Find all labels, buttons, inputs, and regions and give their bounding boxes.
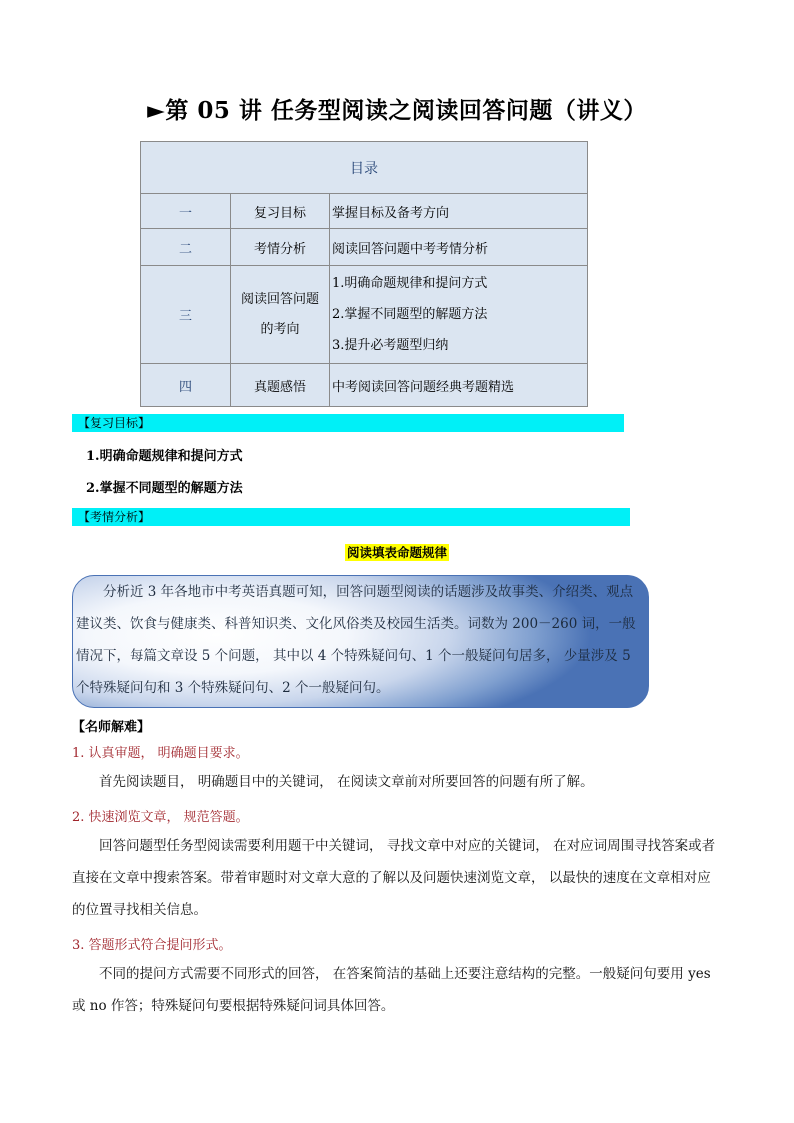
highlight-title: 阅读填表命题规律 [346, 545, 447, 560]
toc-desc-item: 3.提升必考题型归纳 [332, 338, 449, 353]
point-heading: 1. 认真审题， 明确题目要求。 [72, 746, 249, 761]
toc-name: 阅读回答问题的考向 [231, 266, 330, 364]
review-goals-bar: 【复习目标】 [72, 414, 624, 432]
toc-num: 四 [141, 364, 231, 407]
point-body: 不同的提问方式需要不同形式的回答， 在答案简洁的基础上还要注意结构的完整。一般疑问句要用 yes 或 no 作答；特殊疑问句要根据特殊疑问词具体回答。 [72, 966, 711, 1014]
toc-desc: 掌握目标及备考方向 [330, 194, 588, 229]
page-title: ►第 05 讲 任务型阅读之阅读回答问题（讲义） [147, 97, 647, 124]
toc-header: 目录 [141, 142, 588, 194]
toc-table [140, 141, 588, 407]
review-goal-item: 2.掌握不同题型的解题方法 [86, 481, 243, 496]
toc-desc: 中考阅读回答问题经典考题精选 [330, 364, 588, 407]
toc-name: 考情分析 [231, 229, 330, 266]
toc-num: 二 [141, 229, 231, 266]
toc-desc: 阅读回答问题中考考情分析 [330, 229, 588, 266]
teacher-heading: 【名师解难】 [72, 720, 151, 735]
toc-desc-item: 1.明确命题规律和提问方式 [332, 276, 488, 291]
toc-desc-item: 2.掌握不同题型的解题方法 [332, 307, 488, 322]
review-goal-item: 1.明确命题规律和提问方式 [86, 449, 243, 464]
toc-num: 三 [141, 266, 231, 364]
exam-analysis-bar: 【考情分析】 [72, 508, 630, 526]
toc-name: 复习目标 [231, 194, 330, 229]
toc-desc-list [330, 266, 588, 364]
point-heading: 2. 快速浏览文章， 规范答题。 [72, 810, 249, 825]
highlight-heading [0, 542, 794, 561]
point-body: 首先阅读题目， 明确题目中的关键词， 在阅读文章前对所要回答的问题有所了解。 [99, 774, 594, 790]
analysis-text: 分析近 3 年各地市中考英语真题可知，回答问题型阅读的话题涉及故事类、介绍类、观点建议类、饮食与健康类、科普知识类、文化风俗类及校园生活类。词数为 200－260 词，一般情况下，每篇文章设 5 个问题， 其中以 4 个特殊疑问句、1 个一般疑问句居多， 少量涉及 5 个特殊疑问句和 3 个特殊疑问句、2 个一般疑问句。 [76, 584, 636, 696]
toc-name: 真题感悟 [231, 364, 330, 407]
point-heading: 3. 答题形式符合提问形式。 [72, 938, 232, 953]
point-body: 回答问题型任务型阅读需要利用题干中关键词， 寻找文章中对应的关键词， 在对应词周围寻找答案或者直接在文章中搜索答案。带着审题时对文章大意的了解以及问题快速浏览文章， 以最快的速度在文章相对应的位置寻找相关信息。 [72, 838, 716, 918]
toc-num: 一 [141, 194, 231, 229]
